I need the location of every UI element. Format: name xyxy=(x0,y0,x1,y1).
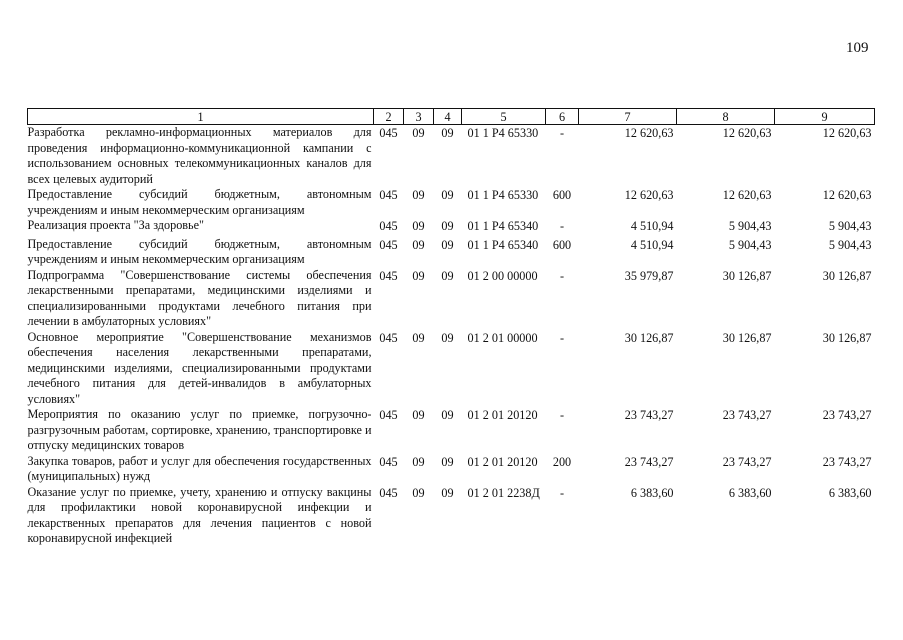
col-header-1: 1 xyxy=(28,109,374,125)
row-csr: 01 1 P4 65330 xyxy=(467,126,539,140)
row-csr: 01 2 01 00000 xyxy=(467,330,538,345)
row-amount-2: 12 620,63 xyxy=(722,188,772,202)
row-grbs: 045 xyxy=(379,330,398,345)
row-amount-2: 23 743,27 xyxy=(722,408,772,422)
budget-table xyxy=(27,108,875,547)
table-row xyxy=(28,485,875,547)
row-amount-1: 23 743,27 xyxy=(624,408,674,422)
row-amount-3: 12 620,63 xyxy=(822,126,872,140)
row-name: Предоставление субсидий бюджетным, автономным учреждениям и иным некоммерческим организациям xyxy=(27,187,372,217)
col-header-2: 2 xyxy=(374,109,404,125)
table-row xyxy=(28,187,875,218)
row-amount-3: 23 743,27 xyxy=(822,454,872,469)
row-vr: 200 xyxy=(552,454,572,469)
row-pr: 09 xyxy=(441,268,454,283)
row-rz: 09 xyxy=(412,188,425,202)
row-name: Мероприятия по оказанию услуг по приемке, погрузочно-разгрузочным работам, сортировке, хранению, транспортировке и отпуску медицинских товаров xyxy=(27,407,372,452)
row-pr: 09 xyxy=(441,237,454,252)
row-vr: - xyxy=(559,485,565,500)
row-grbs: 045 xyxy=(379,188,398,202)
row-rz: 09 xyxy=(412,330,425,345)
row-amount-1: 35 979,87 xyxy=(624,268,674,283)
row-amount-3: 30 126,87 xyxy=(822,268,872,283)
row-rz: 09 xyxy=(412,454,425,469)
row-name: Закупка товаров, работ и услуг для обеспечения государственных (муниципальных) нужд xyxy=(27,453,372,483)
row-pr: 09 xyxy=(441,188,454,202)
row-amount-3: 23 743,27 xyxy=(822,408,872,422)
row-amount-3: 30 126,87 xyxy=(822,330,872,345)
row-name: Предоставление субсидий бюджетным, автономным учреждениям и иным некоммерческим организациям xyxy=(27,236,372,266)
table-row xyxy=(28,407,875,454)
row-csr: 01 2 00 00000 xyxy=(467,268,538,283)
row-amount-1: 6 383,60 xyxy=(630,485,674,500)
row-amount-2: 12 620,63 xyxy=(722,126,772,140)
row-pr: 09 xyxy=(441,485,454,500)
col-header-3: 3 xyxy=(404,109,434,125)
row-amount-1: 4 510,94 xyxy=(630,237,674,252)
row-name: Разработка рекламно-информационных материалов для проведения информационно-коммуникационной кампании с использованием основных телекоммуникационных каналов для всех целевых аудиторий xyxy=(27,125,372,186)
table-row xyxy=(28,237,875,268)
header-row xyxy=(28,109,875,125)
table-row xyxy=(28,330,875,408)
row-amount-1: 30 126,87 xyxy=(624,330,674,345)
page-number: 109 xyxy=(846,40,869,56)
row-amount-1: 23 743,27 xyxy=(624,454,674,469)
table-row xyxy=(28,454,875,485)
row-grbs: 045 xyxy=(379,268,398,283)
table-row xyxy=(28,218,875,237)
row-rz: 09 xyxy=(412,126,425,140)
row-pr: 09 xyxy=(441,454,454,469)
row-amount-2: 30 126,87 xyxy=(722,330,772,345)
row-vr: - xyxy=(559,330,565,345)
row-grbs: 045 xyxy=(379,219,398,233)
row-amount-3: 5 904,43 xyxy=(828,219,872,233)
row-amount-1: 12 620,63 xyxy=(624,126,674,140)
table-row xyxy=(28,125,875,188)
row-rz: 09 xyxy=(412,268,425,283)
col-header-9: 9 xyxy=(775,109,875,125)
row-vr: 600 xyxy=(552,237,572,252)
row-amount-2: 5 904,43 xyxy=(728,219,772,233)
row-rz: 09 xyxy=(412,485,425,500)
row-pr: 09 xyxy=(441,126,454,140)
row-name: Подпрограмма "Совершенствование системы обеспечения лекарственными препаратами, медицинскими изделиями и специализированными продуктами лечебного питания при лечении в амбулаторных условиях" xyxy=(27,267,372,328)
col-header-4: 4 xyxy=(434,109,462,125)
row-csr: 01 2 01 20120 xyxy=(467,454,538,469)
row-amount-1: 12 620,63 xyxy=(624,188,674,202)
row-grbs: 045 xyxy=(379,408,398,422)
row-name: Оказание услуг по приемке, учету, хранению и отпуску вакцины для профилактики новой коронавирусной инфекции и лекарственных препаратов для лечения пациентов с новой коронавирусной инфекцией xyxy=(27,484,372,545)
row-amount-2: 30 126,87 xyxy=(722,268,772,283)
row-grbs: 045 xyxy=(379,126,398,140)
row-pr: 09 xyxy=(441,330,454,345)
row-rz: 09 xyxy=(412,219,425,233)
row-vr: 600 xyxy=(552,188,572,202)
row-name: Основное мероприятие "Совершенствование механизмов обеспечения населения лекарственными препаратами, медицинскими изделиями, специализированными продуктами лечебного питания для детей-инвалидов в амбулаторных условиях" xyxy=(27,329,372,406)
row-grbs: 045 xyxy=(379,485,398,500)
row-csr: 01 1 P4 65340 xyxy=(467,219,539,233)
row-vr: - xyxy=(559,219,565,233)
col-header-6: 6 xyxy=(546,109,579,125)
row-amount-2: 5 904,43 xyxy=(728,237,772,252)
col-header-5: 5 xyxy=(462,109,546,125)
row-amount-3: 5 904,43 xyxy=(828,237,872,252)
row-amount-1: 4 510,94 xyxy=(630,219,674,233)
row-rz: 09 xyxy=(412,408,425,422)
col-header-8: 8 xyxy=(677,109,775,125)
row-vr: - xyxy=(559,126,565,140)
row-amount-3: 6 383,60 xyxy=(828,485,872,500)
row-grbs: 045 xyxy=(379,237,398,252)
row-vr: - xyxy=(559,408,565,422)
row-csr: 01 1 P4 65340 xyxy=(467,237,539,252)
row-grbs: 045 xyxy=(379,454,398,469)
col-header-7: 7 xyxy=(579,109,677,125)
row-pr: 09 xyxy=(441,219,454,233)
budget-table-container xyxy=(27,108,874,547)
row-csr: 01 2 01 2238Д xyxy=(467,485,540,500)
row-csr: 01 2 01 20120 xyxy=(467,408,538,422)
row-amount-2: 23 743,27 xyxy=(722,454,772,469)
row-csr: 01 1 P4 65330 xyxy=(467,188,539,202)
row-rz: 09 xyxy=(412,237,425,252)
table-row xyxy=(28,268,875,330)
row-amount-2: 6 383,60 xyxy=(728,485,772,500)
row-pr: 09 xyxy=(441,408,454,422)
row-vr: - xyxy=(559,268,565,283)
row-amount-3: 12 620,63 xyxy=(822,188,872,202)
row-name: Реализация проекта "За здоровье" xyxy=(27,218,204,232)
